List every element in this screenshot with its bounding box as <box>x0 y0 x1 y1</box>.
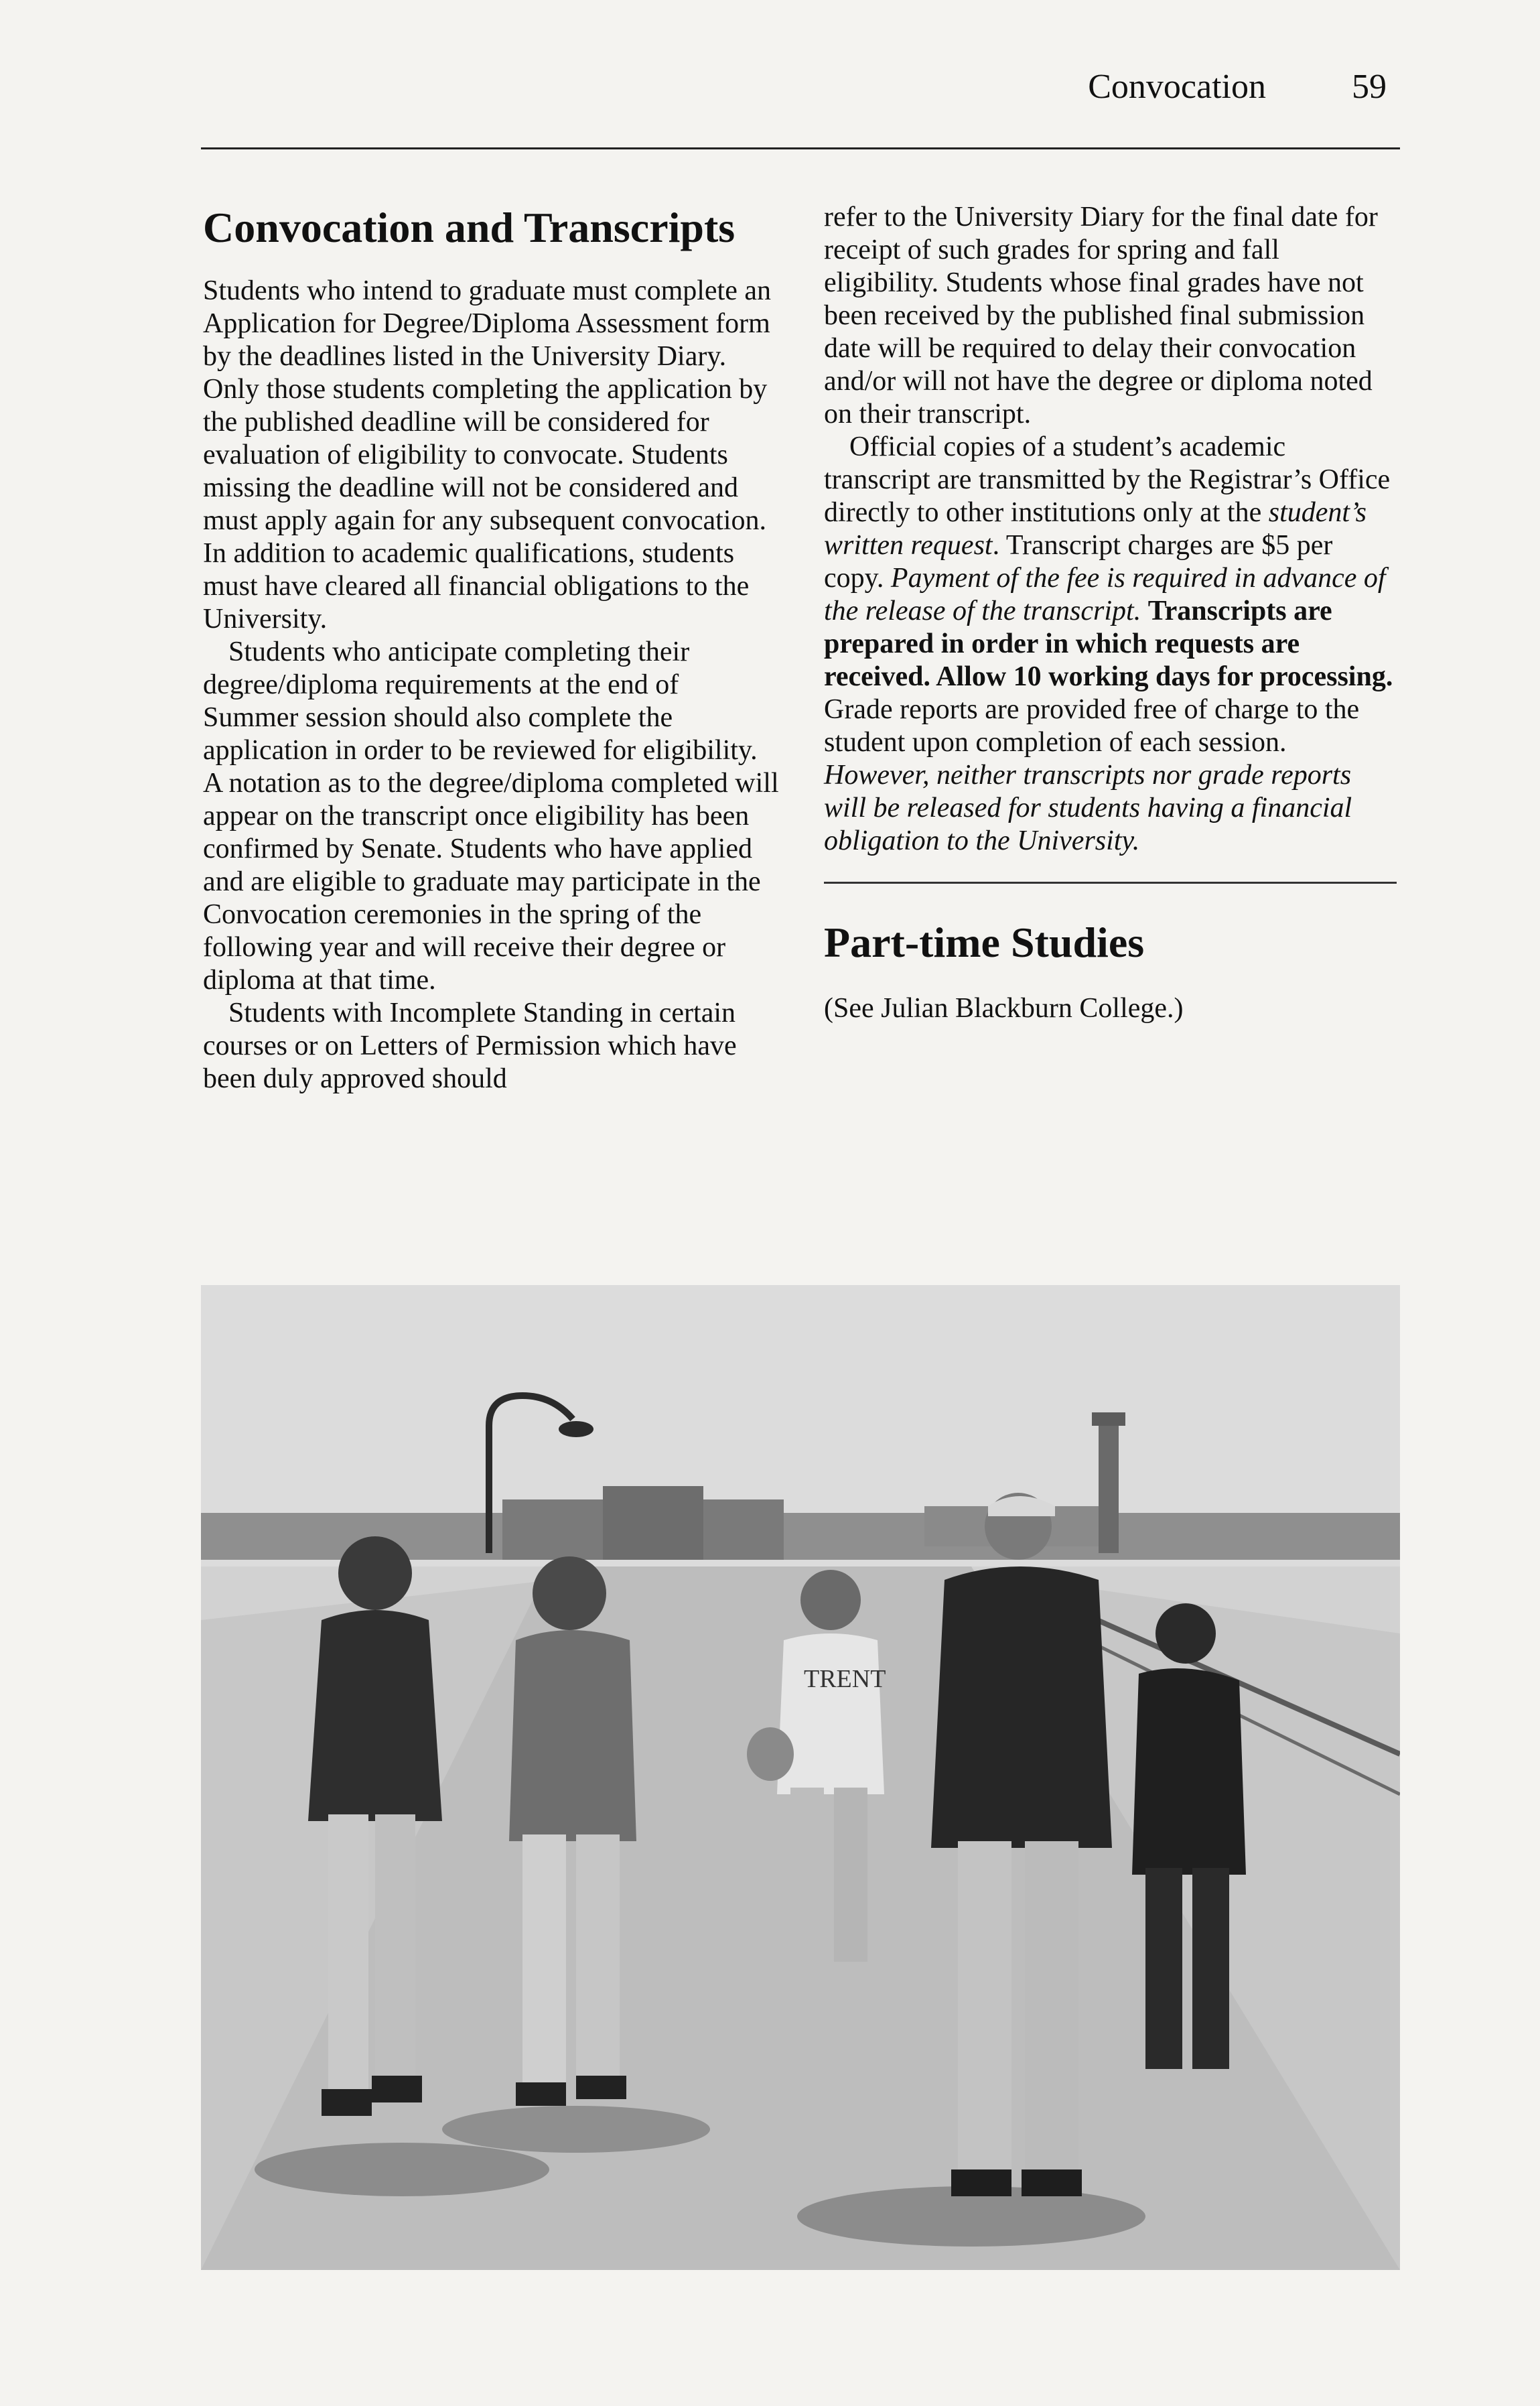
section-heading-convocation: Convocation and Transcripts <box>203 204 736 251</box>
transcript-space <box>1141 596 1148 626</box>
paragraph-application: Students who intend to graduate must complete an Application for Degree/Diploma Assessment form by the deadlines listed in the University Diary. Only those students completing the application by the published deadline will be considered for evaluation of eligibility to convocate. Students missing the deadline will not be considered and must apply again for any subsequent convocation. In addition to academic qualifications, students must have cleared all financial obligations to the University. <box>203 275 771 634</box>
running-title: Convocation <box>1088 68 1266 106</box>
transcript-processing-note: Transcripts are prepared in order in which requests are received. Allow 10 working days for processing. <box>824 596 1393 692</box>
transcript-text-2: . Transcript charges are $5 per copy. <box>824 530 1333 594</box>
right-column <box>824 201 1397 1025</box>
left-column <box>203 201 779 1095</box>
paragraph-summer-session: Students who anticipate completing their degree/diploma requirements at the end of Summer session should also complete the application in order to be reviewed for eligibility. A notation as to the degree/diploma completed will appear on the transcript once eligibility has been confirmed by Senate. Students who have applied and are eligible to graduate may participate in the Convocation ceremonies in the spring of the following year and will receive their degree or diploma at that time. <box>203 637 779 996</box>
paragraph-incomplete-standing: Students with Incomplete Standing in certain courses or on Letters of Permission which have been duly approved should <box>203 998 737 1094</box>
transcript-financial-note: However, neither transcripts nor grade reports will be released for students having a financial obligation to the University. <box>824 760 1352 856</box>
paragraph-transcripts <box>824 431 1397 858</box>
students-walking-photo <box>201 1285 1400 2270</box>
part-time-note: (See Julian Blackburn College.) <box>824 993 1184 1024</box>
page-header <box>201 67 1400 107</box>
transcript-fee-note: Payment of the fee is required in advance of the release of the transcript. <box>824 563 1386 626</box>
header-rule <box>201 147 1400 149</box>
sweatshirt-text: TRENT <box>804 1665 886 1693</box>
section-divider <box>824 882 1397 884</box>
paragraph-diary-continued: refer to the University Diary for the final date for receipt of such grades for spring and fall eligibility. Students whose final grades have not been received by the published final submission date will be required to delay their convocation and/or will not have the degree or diploma noted on their transcript. <box>824 202 1378 429</box>
transcript-text-1: Official copies of a student’s academic transcript are transmitted by the Registrar’s Office directly to other institutions only at the <box>824 431 1391 528</box>
section-heading-part-time: Part-time Studies <box>824 919 1145 966</box>
transcript-text-3: Grade reports are provided free of charge to the student upon completion of each session. <box>824 694 1360 758</box>
page-number: 59 <box>1352 68 1387 106</box>
transcript-written-request: student’s written request <box>824 497 1367 561</box>
